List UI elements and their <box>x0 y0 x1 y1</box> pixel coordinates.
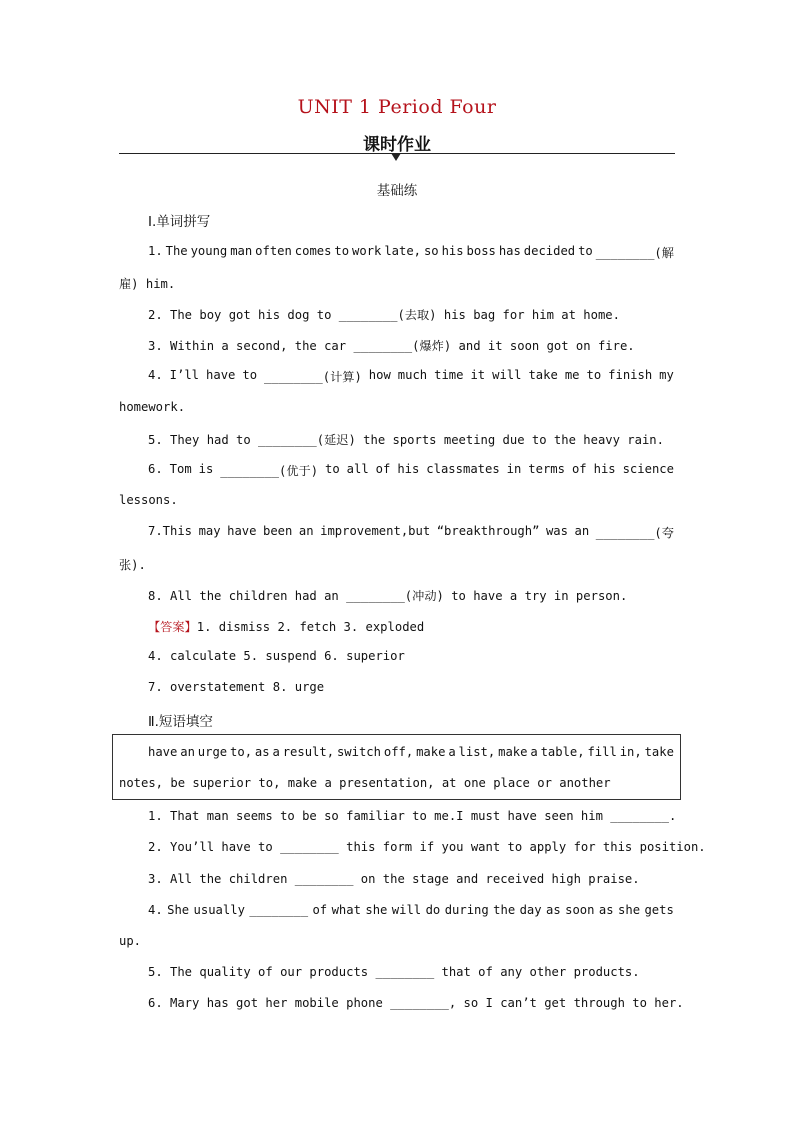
divider-arrow-icon <box>391 153 401 161</box>
question-3: 3. Within a second, the car ________(爆炸) and it soon got on fire. <box>148 339 635 353</box>
answer-text-1: 1. dismiss 2. fetch 3. exploded <box>196 620 425 634</box>
question-4-line-2: homework. <box>119 400 186 414</box>
question-5: 5. They had to ________(延迟) the sports meeting due to the heavy rain. <box>148 433 664 447</box>
section-heading-basic: 基础练 <box>376 183 418 199</box>
question-7-line-2: 张). <box>119 558 146 572</box>
phrase-question-4-line-1: 4. She usually ________ of what she will do during the day as soon as she gets <box>148 903 674 917</box>
phrase-bank-line-1: have an urge to, as a result, switch off, make a list, make a table, fill in, take <box>148 745 674 759</box>
part1-heading: Ⅰ.单词拼写 <box>148 214 211 230</box>
phrase-question-3: 3. All the children ________ on the stage and received high praise. <box>148 872 640 886</box>
question-6-line-1: 6. Tom is ________(优于) to all of his classmates in terms of his science <box>148 462 674 478</box>
phrase-question-6: 6. Mary has got her mobile phone ________, so I can’t get through to her. <box>148 996 684 1010</box>
phrase-bank-line-2: notes, be superior to, make a presentation, at one place or another <box>119 776 611 790</box>
question-2: 2. The boy got his dog to ________(去取) his bag for him at home. <box>148 308 620 322</box>
phrase-question-5: 5. The quality of our products ________ that of any other products. <box>148 965 640 979</box>
part2-heading: Ⅱ.短语填空 <box>148 714 213 730</box>
answer-tag: 【答案】 <box>148 620 197 634</box>
question-6-line-2: lessons. <box>119 493 178 507</box>
answer-line-1 <box>148 618 424 635</box>
phrase-question-4-line-2: up. <box>119 934 142 948</box>
answer-line-2: 4. calculate 5. suspend 6. superior <box>148 649 405 663</box>
phrase-question-2: 2. You’ll have to ________ this form if you want to apply for this position. <box>148 840 706 854</box>
question-1-line-2: 雇) him. <box>119 277 176 291</box>
question-8: 8. All the children had an ________(冲动) to have a try in person. <box>148 589 628 603</box>
question-7-line-1: 7.This may have been an improvement,but “breakthrough” was an ________(夸 <box>148 524 674 540</box>
answer-line-3: 7. overstatement 8. urge <box>148 680 325 694</box>
phrase-bank-box <box>112 734 681 800</box>
question-1-line-1: 1. The young man often comes to work late, so his boss has decided to ________(解 <box>148 244 674 260</box>
phrase-question-1: 1. That man seems to be so familiar to me.I must have seen him ________. <box>148 809 677 823</box>
page-subtitle: 课时作业 <box>363 135 431 155</box>
question-4-line-1: 4. I’ll have to ________(计算) how much time it will take me to finish my <box>148 368 674 384</box>
page-title: UNIT 1 Period Four <box>297 96 497 118</box>
